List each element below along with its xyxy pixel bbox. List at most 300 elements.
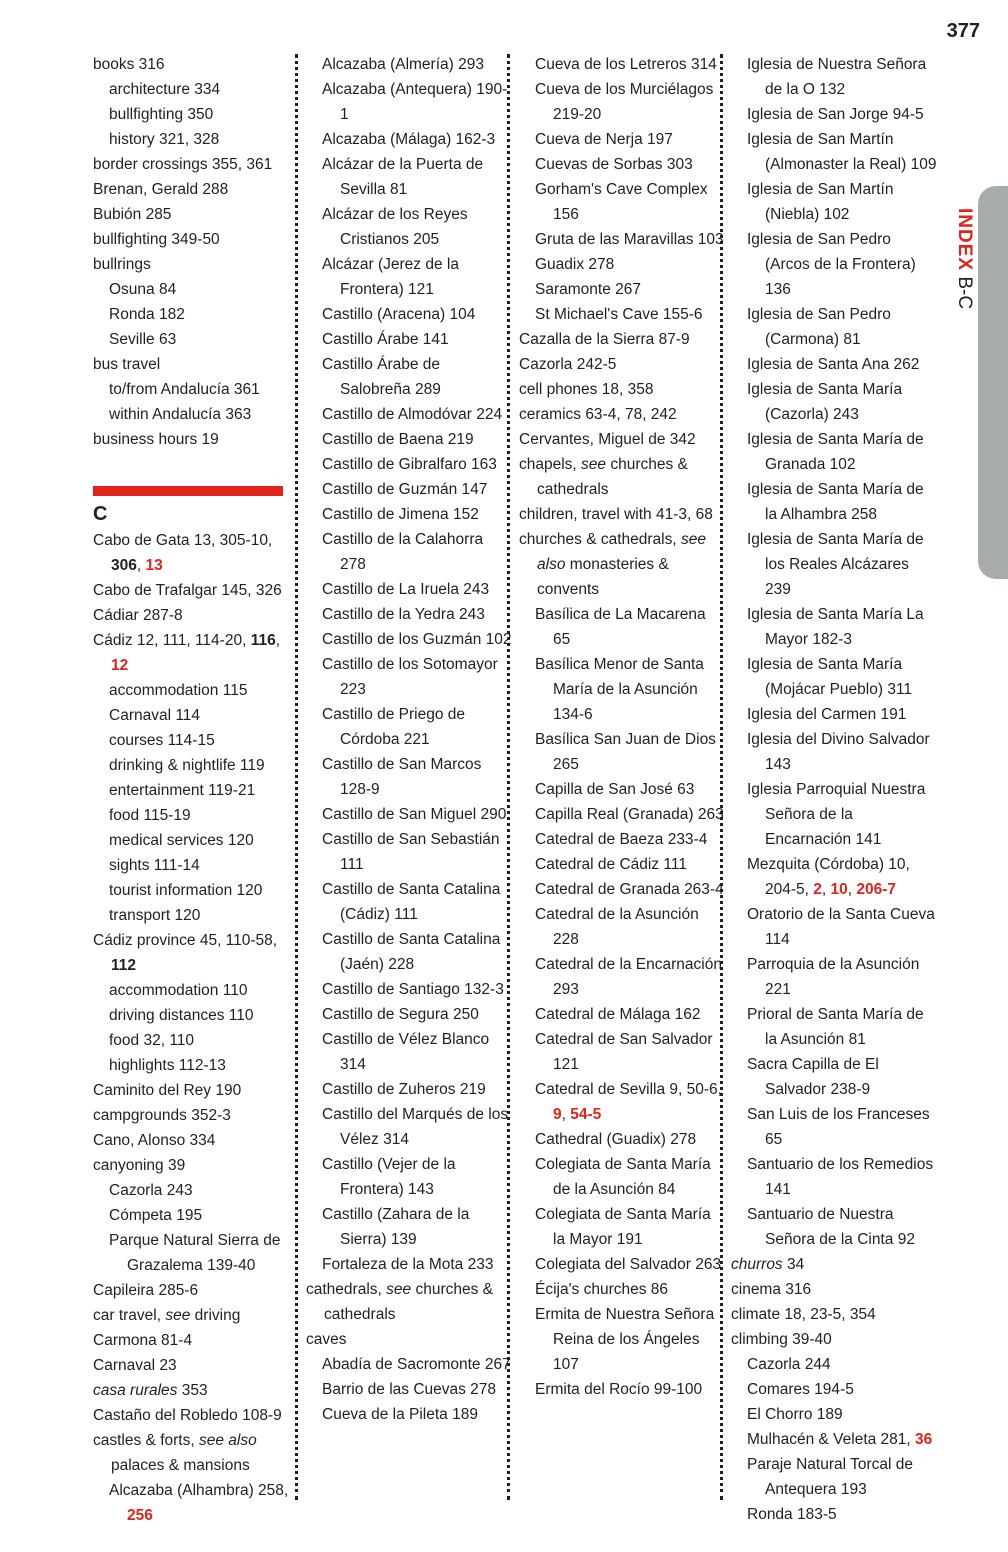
- entry-text: bus travel: [93, 356, 161, 373]
- entry-text: Iglesia del Divino Salvador 143: [747, 731, 930, 773]
- index-subentry: [306, 1027, 512, 1077]
- index-subentry: [731, 527, 937, 602]
- entry-text: 13: [145, 557, 163, 574]
- entry-text: Alcázar (Jerez de la Frontera) 121: [322, 256, 459, 298]
- index-entry: [93, 227, 299, 252]
- entry-text: Mulhacén & Veleta 281,: [747, 1431, 916, 1448]
- entry-text: San Luis de los Franceses 65: [747, 1106, 930, 1148]
- index-subentry: [306, 527, 512, 577]
- entry-text: Bubión 285: [93, 206, 172, 223]
- entry-text: Iglesia Parroquial Nuestra Señora de la Encarnación 141: [747, 781, 926, 848]
- index-subentry: [519, 652, 725, 727]
- index-subentry: [731, 102, 937, 127]
- entry-text: Écija's churches 86: [535, 1281, 669, 1298]
- index-entry: [306, 1327, 512, 1352]
- entry-text: Capilla de San José 63: [535, 781, 695, 798]
- entry-text: cinema 316: [731, 1281, 812, 1298]
- entry-text: Ronda 183-5: [747, 1506, 837, 1523]
- entry-text: courses 114-15: [109, 732, 215, 749]
- index-subentry: [519, 777, 725, 802]
- entry-text: Castillo de Vélez Blanco 314: [322, 1031, 490, 1073]
- index-subentry: [306, 752, 512, 802]
- index-subentry: [731, 1002, 937, 1052]
- entry-text: climbing 39-40: [731, 1331, 832, 1348]
- index-entry: [93, 1378, 299, 1403]
- entry-text: Colegiata del Salvador 263: [535, 1256, 722, 1273]
- entry-text: Parroquia de la Asunción 221: [747, 956, 920, 998]
- index-entry: [93, 1353, 299, 1378]
- entry-text: Castillo de Guzmán 147: [322, 481, 488, 498]
- entry-text: Castillo de Jimena 152: [322, 506, 479, 523]
- index-subentry: [306, 327, 512, 352]
- entry-text: Abadía de Sacromonte 267: [322, 1356, 511, 1373]
- index-subentry: [519, 1002, 725, 1027]
- index-entry: [93, 628, 299, 678]
- index-entry: [93, 578, 299, 603]
- index-subentry: [731, 1452, 937, 1502]
- index-entry: [93, 528, 299, 578]
- index-subentry: [731, 227, 937, 302]
- index-subentry: [519, 1152, 725, 1202]
- index-subentry: [731, 1102, 937, 1152]
- index-subentry: [306, 252, 512, 302]
- index-subentry: [93, 678, 299, 703]
- entry-text: Castillo de Santa Catalina (Jaén) 228: [322, 931, 501, 973]
- entry-text: Catedral de Baeza 233-4: [535, 831, 708, 848]
- entry-text: Alcazaba (Almería) 293: [322, 56, 484, 73]
- index-entry: [93, 928, 299, 978]
- index-subentry: [519, 852, 725, 877]
- entry-text: sights 111-14: [109, 857, 200, 874]
- index-entry: [93, 1278, 299, 1303]
- entry-text: business hours 19: [93, 431, 219, 448]
- index-subentry: [306, 1202, 512, 1252]
- entry-text: see also: [198, 1432, 257, 1449]
- entry-text: Castillo de La Iruela 243: [322, 581, 490, 598]
- entry-text: bullfighting 349-50: [93, 231, 220, 248]
- index-subentry: [306, 1252, 512, 1277]
- index-subentry: [93, 778, 299, 803]
- entry-text: border crossings 355, 361: [93, 156, 273, 173]
- entry-text: see: [581, 456, 607, 473]
- entry-text: Cádiar 287-8: [93, 607, 183, 624]
- entry-text: 2: [813, 881, 822, 898]
- index-entry: [93, 1303, 299, 1328]
- index-subentry: [519, 227, 725, 252]
- entry-text: Alcazaba (Alhambra) 258,: [109, 1482, 289, 1499]
- entry-text: children, travel with 41-3, 68: [519, 506, 713, 523]
- entry-text: driving distances 110: [109, 1007, 254, 1024]
- index-tab-label: [954, 208, 975, 328]
- index-subentry: [306, 402, 512, 427]
- index-subentry: [519, 1277, 725, 1302]
- index-subentry: [93, 127, 299, 152]
- entry-text: Cueva de los Letreros 314: [535, 56, 717, 73]
- index-subentry: [731, 127, 937, 177]
- index-entry: [93, 1428, 299, 1478]
- entry-text: ,: [847, 881, 857, 898]
- entry-text: Cádiz 12, 111, 114-20,: [93, 632, 251, 649]
- entry-text: Gruta de las Maravillas 103: [535, 231, 724, 248]
- column-divider: [295, 54, 298, 1500]
- entry-text: Carnaval 114: [109, 707, 201, 724]
- index-entry: [519, 527, 725, 602]
- entry-text: Iglesia del Carmen 191: [747, 706, 907, 723]
- entry-text: casa rurales: [93, 1382, 178, 1399]
- entry-text: drinking & nightlife 119: [109, 757, 265, 774]
- entry-text: Alcázar de la Puerta de Sevilla 81: [322, 156, 484, 198]
- entry-text: Santuario de los Remedios 141: [747, 1156, 934, 1198]
- entry-text: Oratorio de la Santa Cueva 114: [747, 906, 935, 948]
- index-column-3: [519, 52, 725, 1402]
- index-subentry: [731, 52, 937, 102]
- index-subentry: [519, 1027, 725, 1077]
- index-subentry: [306, 1002, 512, 1027]
- entry-text: Iglesia de Santa María La Mayor 182-3: [747, 606, 924, 648]
- index-subentry: [306, 152, 512, 202]
- index-entry: [519, 352, 725, 377]
- index-subentry: [731, 852, 937, 902]
- index-subentry: [519, 152, 725, 177]
- entry-text: Cabo de Trafalgar 145, 326: [93, 582, 282, 599]
- entry-text: Ermita del Rocío 99-100: [535, 1381, 703, 1398]
- index-subentry: [519, 302, 725, 327]
- index-subentry: [731, 1052, 937, 1102]
- index-subentry: [306, 477, 512, 502]
- entry-text: Ermita de Nuestra Señora Reina de los Ángeles 107: [535, 1306, 715, 1373]
- index-subentry: [519, 177, 725, 227]
- index-subentry: [306, 652, 512, 702]
- entry-text: 306: [111, 557, 137, 574]
- index-subentry: [731, 1202, 937, 1252]
- index-subentry: [306, 577, 512, 602]
- entry-text: within Andalucía 363: [109, 406, 252, 423]
- index-subentry: [93, 102, 299, 127]
- index-subentry: [93, 903, 299, 928]
- index-entry: [93, 352, 299, 377]
- index-subentry: [519, 802, 725, 827]
- index-entry: [93, 152, 299, 177]
- entry-text: Castillo de San Marcos 128-9: [322, 756, 482, 798]
- entry-text: El Chorro 189: [747, 1406, 843, 1423]
- index-subentry: [306, 827, 512, 877]
- index-subentry: [731, 902, 937, 952]
- entry-text: Paraje Natural Torcal de Antequera 193: [747, 1456, 913, 1498]
- entry-text: Castillo de Priego de Córdoba 221: [322, 706, 466, 748]
- entry-text: Castillo de Zuheros 219: [322, 1081, 486, 1098]
- entry-text: Catedral de San Salvador 121: [535, 1031, 713, 1073]
- index-subentry: [519, 902, 725, 952]
- entry-text: canyoning 39: [93, 1157, 186, 1174]
- entry-text: Parque Natural Sierra de Grazalema 139-40: [109, 1232, 281, 1274]
- entry-text: highlights 112-13: [109, 1057, 226, 1074]
- entry-text: Cazalla de la Sierra 87-9: [519, 331, 690, 348]
- entry-text: Ronda 182: [109, 306, 185, 323]
- entry-text: caves: [306, 1331, 347, 1348]
- entry-text: Castillo (Zahara de la Sierra) 139: [322, 1206, 470, 1248]
- entry-text: transport 120: [109, 907, 201, 924]
- entry-text: Iglesia de Nuestra Señora de la O 132: [747, 56, 927, 98]
- entry-text: bullfighting 350: [109, 106, 214, 123]
- index-subentry: [93, 1478, 299, 1528]
- entry-text: Castillo de Santa Catalina (Cádiz) 111: [322, 881, 501, 923]
- entry-text: Seville 63: [109, 331, 177, 348]
- index-subentry: [93, 402, 299, 427]
- index-column-2: [306, 52, 512, 1427]
- index-subentry: [93, 277, 299, 302]
- entry-text: entertainment 119-21: [109, 782, 256, 799]
- index-subentry: [306, 502, 512, 527]
- entry-text: Iglesia de Santa María de la Alhambra 258: [747, 481, 924, 523]
- section-letter: C: [93, 503, 108, 525]
- index-subentry: [731, 727, 937, 777]
- index-subentry: [93, 327, 299, 352]
- index-subentry: [93, 302, 299, 327]
- entry-text: 256: [127, 1507, 153, 1524]
- index-subentry: [731, 777, 937, 852]
- entry-text: Capilla Real (Granada) 263: [535, 806, 724, 823]
- index-subentry: [519, 77, 725, 127]
- entry-text: Saramonte 267: [535, 281, 641, 298]
- index-subentry: [93, 1178, 299, 1203]
- index-subentry: [731, 177, 937, 227]
- entry-text: Iglesia de Santa María de los Reales Alcázares 239: [747, 531, 924, 598]
- entry-text: Carnaval 23: [93, 1357, 177, 1374]
- index-subentry: [731, 1502, 937, 1527]
- index-subentry: [519, 1077, 725, 1127]
- index-entry: [93, 202, 299, 227]
- index-entry: [306, 1277, 512, 1327]
- index-entry: [731, 1327, 937, 1352]
- entry-text: car travel,: [93, 1307, 166, 1324]
- entry-text: 12: [111, 657, 129, 674]
- index-subentry: [519, 827, 725, 852]
- index-subentry: [306, 1152, 512, 1202]
- entry-text: Catedral de la Encarnación 293: [535, 956, 722, 998]
- index-subentry: [306, 202, 512, 252]
- entry-text: Castillo (Vejer de la Frontera) 143: [322, 1156, 456, 1198]
- entry-text: Castillo de Almodóvar 224: [322, 406, 503, 423]
- entry-text: Colegiata de Santa María de la Asunción 84: [535, 1156, 711, 1198]
- entry-text: Castillo de San Miguel 290: [322, 806, 507, 823]
- entry-text: Iglesia de San Pedro (Carmona) 81: [747, 306, 891, 348]
- index-subentry: [731, 1152, 937, 1202]
- index-subentry: [731, 702, 937, 727]
- entry-text: Catedral de la Asunción 228: [535, 906, 699, 948]
- entry-text: palaces & mansions: [111, 1457, 250, 1474]
- entry-text: churches & cathedrals: [324, 1281, 493, 1323]
- index-entry: [93, 1403, 299, 1428]
- entry-text: churches & cathedrals,: [519, 531, 681, 548]
- index-subentry: [306, 927, 512, 977]
- index-entry: [519, 377, 725, 402]
- entry-text: Iglesia de San Pedro (Arcos de la Frontera) 136: [747, 231, 916, 298]
- index-entry: [519, 402, 725, 427]
- index-subentry: [306, 1077, 512, 1102]
- index-entry: [93, 177, 299, 202]
- index-subentry: [519, 1377, 725, 1402]
- index-entry: [519, 452, 725, 502]
- entry-text: Iglesia de Santa Ana 262: [747, 356, 920, 373]
- entry-text: ,: [561, 1106, 571, 1123]
- entry-text: Colegiata de Santa María la Mayor 191: [535, 1206, 711, 1248]
- index-subentry: [306, 127, 512, 152]
- entry-text: St Michael's Cave 155-6: [535, 306, 703, 323]
- index-subentry: [306, 802, 512, 827]
- index-subentry: [93, 1228, 299, 1278]
- section-divider-bar: [93, 486, 283, 496]
- entry-text: Alcazaba (Málaga) 162-3: [322, 131, 496, 148]
- column-divider: [720, 54, 723, 1500]
- entry-text: Catedral de Málaga 162: [535, 1006, 701, 1023]
- entry-text: see: [165, 1307, 191, 1324]
- entry-text: churros: [731, 1256, 783, 1273]
- entry-text: Santuario de Nuestra Señora de la Cinta 92: [747, 1206, 915, 1248]
- index-subentry: [93, 1028, 299, 1053]
- index-subentry: [306, 977, 512, 1002]
- index-subentry: [519, 1202, 725, 1252]
- entry-text: Cueva de los Murciélagos 219-20: [535, 81, 714, 123]
- index-entry: [731, 1252, 937, 1277]
- index-subentry: [93, 703, 299, 728]
- index-entry: [93, 252, 299, 277]
- index-subentry: [519, 602, 725, 652]
- index-entry: [519, 427, 725, 452]
- index-side-tab: [978, 186, 1008, 579]
- index-subentry: [306, 602, 512, 627]
- entry-text: 36: [915, 1431, 933, 1448]
- entry-text: Comares 194-5: [747, 1381, 854, 1398]
- entry-text: Castillo Árabe de Salobreña 289: [322, 356, 441, 398]
- index-subentry: [306, 1402, 512, 1427]
- index-subentry: [519, 277, 725, 302]
- index-subentry: [306, 427, 512, 452]
- entry-text: books 316: [93, 56, 165, 73]
- entry-text: Mezquita (Córdoba) 10, 204-5,: [747, 856, 910, 898]
- entry-text: Castillo del Marqués de los Vélez 314: [322, 1106, 509, 1148]
- index-subentry: [306, 702, 512, 752]
- index-subentry: [306, 302, 512, 327]
- entry-text: cell phones 18, 358: [519, 381, 654, 398]
- entry-text: cathedrals,: [306, 1281, 387, 1298]
- entry-text: Iglesia de Santa María (Cazorla) 243: [747, 381, 903, 423]
- index-column-1: [93, 52, 299, 1528]
- entry-text: Castillo de Gibralfaro 163: [322, 456, 497, 473]
- entry-text: campgrounds 352-3: [93, 1107, 231, 1124]
- entry-text: Catedral de Cádiz 111: [535, 856, 687, 873]
- index-subentry: [519, 52, 725, 77]
- index-subentry: [731, 602, 937, 652]
- entry-text: see also: [537, 531, 706, 573]
- entry-text: Cazorla 243: [109, 1182, 193, 1199]
- index-entry: [93, 1103, 299, 1128]
- index-subentry: [306, 352, 512, 402]
- entry-text: Alcázar de los Reyes Cristianos 205: [322, 206, 468, 248]
- index-subentry: [93, 77, 299, 102]
- entry-text: 112: [111, 957, 137, 974]
- entry-text: castles & forts,: [93, 1432, 199, 1449]
- entry-text: driving: [190, 1307, 241, 1324]
- index-subentry: [731, 1427, 937, 1452]
- index-entry: [93, 1128, 299, 1153]
- entry-text: Cathedral (Guadix) 278: [535, 1131, 697, 1148]
- entry-text: Barrio de las Cuevas 278: [322, 1381, 497, 1398]
- index-subentry: [93, 377, 299, 402]
- entry-text: Iglesia de San Martín (Almonaster la Real) 109: [747, 131, 937, 173]
- index-entry: [93, 1078, 299, 1103]
- entry-text: Cervantes, Miguel de 342: [519, 431, 696, 448]
- index-subentry: [93, 828, 299, 853]
- entry-text: Basílica de La Macarena 65: [535, 606, 706, 648]
- entry-text: architecture 334: [109, 81, 221, 98]
- entry-text: history 321, 328: [109, 131, 220, 148]
- entry-text: Sacra Capilla de El Salvador 238-9: [747, 1056, 879, 1098]
- entry-text: Catedral de Granada 263-4: [535, 881, 724, 898]
- entry-text: 206-7: [856, 881, 897, 898]
- index-entry: [731, 1302, 937, 1327]
- index-column-4: [731, 52, 937, 1527]
- index-subentry: [93, 1053, 299, 1078]
- index-subentry: [731, 377, 937, 427]
- index-subentry: [306, 627, 512, 652]
- entry-text: Osuna 84: [109, 281, 177, 298]
- index-subentry: [731, 1402, 937, 1427]
- entry-text: Cueva de Nerja 197: [535, 131, 673, 148]
- index-entry: [731, 1277, 937, 1302]
- entry-text: Prioral de Santa María de la Asunción 81: [747, 1006, 924, 1048]
- entry-text: Alcazaba (Antequera) 190-1: [322, 81, 508, 123]
- index-subentry: [519, 727, 725, 777]
- entry-text: 10: [830, 881, 848, 898]
- entry-text: Castillo Árabe 141: [322, 331, 449, 348]
- entry-text: Catedral de Sevilla 9, 50-6,: [535, 1081, 722, 1098]
- entry-text: churches & cathedrals: [537, 456, 688, 498]
- entry-text: Carmona 81-4: [93, 1332, 193, 1349]
- index-subentry: [519, 127, 725, 152]
- entry-text: Fortaleza de la Mota 233: [322, 1256, 494, 1273]
- index-entry: [93, 603, 299, 628]
- index-subentry: [519, 1302, 725, 1377]
- entry-text: Castaño del Robledo 108-9: [93, 1407, 282, 1424]
- entry-text: Iglesia de Santa María (Mojácar Pueblo) 311: [747, 656, 913, 698]
- index-subentry: [93, 1003, 299, 1028]
- entry-text: Cuevas de Sorbas 303: [535, 156, 693, 173]
- entry-text: 9: [553, 1106, 562, 1123]
- index-subentry: [306, 1102, 512, 1152]
- entry-text: 54-5: [570, 1106, 602, 1123]
- entry-text: ,: [136, 557, 146, 574]
- entry-text: Basílica Menor de Santa María de la Asunción 134-6: [535, 656, 704, 723]
- entry-text: Iglesia de San Jorge 94-5: [747, 106, 924, 123]
- index-subentry: [306, 877, 512, 927]
- index-subentry: [519, 252, 725, 277]
- entry-text: Castillo de la Yedra 243: [322, 606, 485, 623]
- index-subentry: [519, 952, 725, 1002]
- entry-text: climate 18, 23-5, 354: [731, 1306, 876, 1323]
- entry-text: food 115-19: [109, 807, 191, 824]
- entry-text: Cazorla 242-5: [519, 356, 617, 373]
- index-subentry: [93, 803, 299, 828]
- index-subentry: [519, 1127, 725, 1152]
- entry-text: 353: [177, 1382, 208, 1399]
- index-subentry: [306, 1352, 512, 1377]
- entry-text: Iglesia de San Martín (Niebla) 102: [747, 181, 894, 223]
- entry-text: Cómpeta 195: [109, 1207, 203, 1224]
- index-subentry: [93, 853, 299, 878]
- entry-text: accommodation 110: [109, 982, 248, 999]
- entry-text: Iglesia de Santa María de Granada 102: [747, 431, 924, 473]
- entry-text: Castillo de los Guzmán 102: [322, 631, 512, 648]
